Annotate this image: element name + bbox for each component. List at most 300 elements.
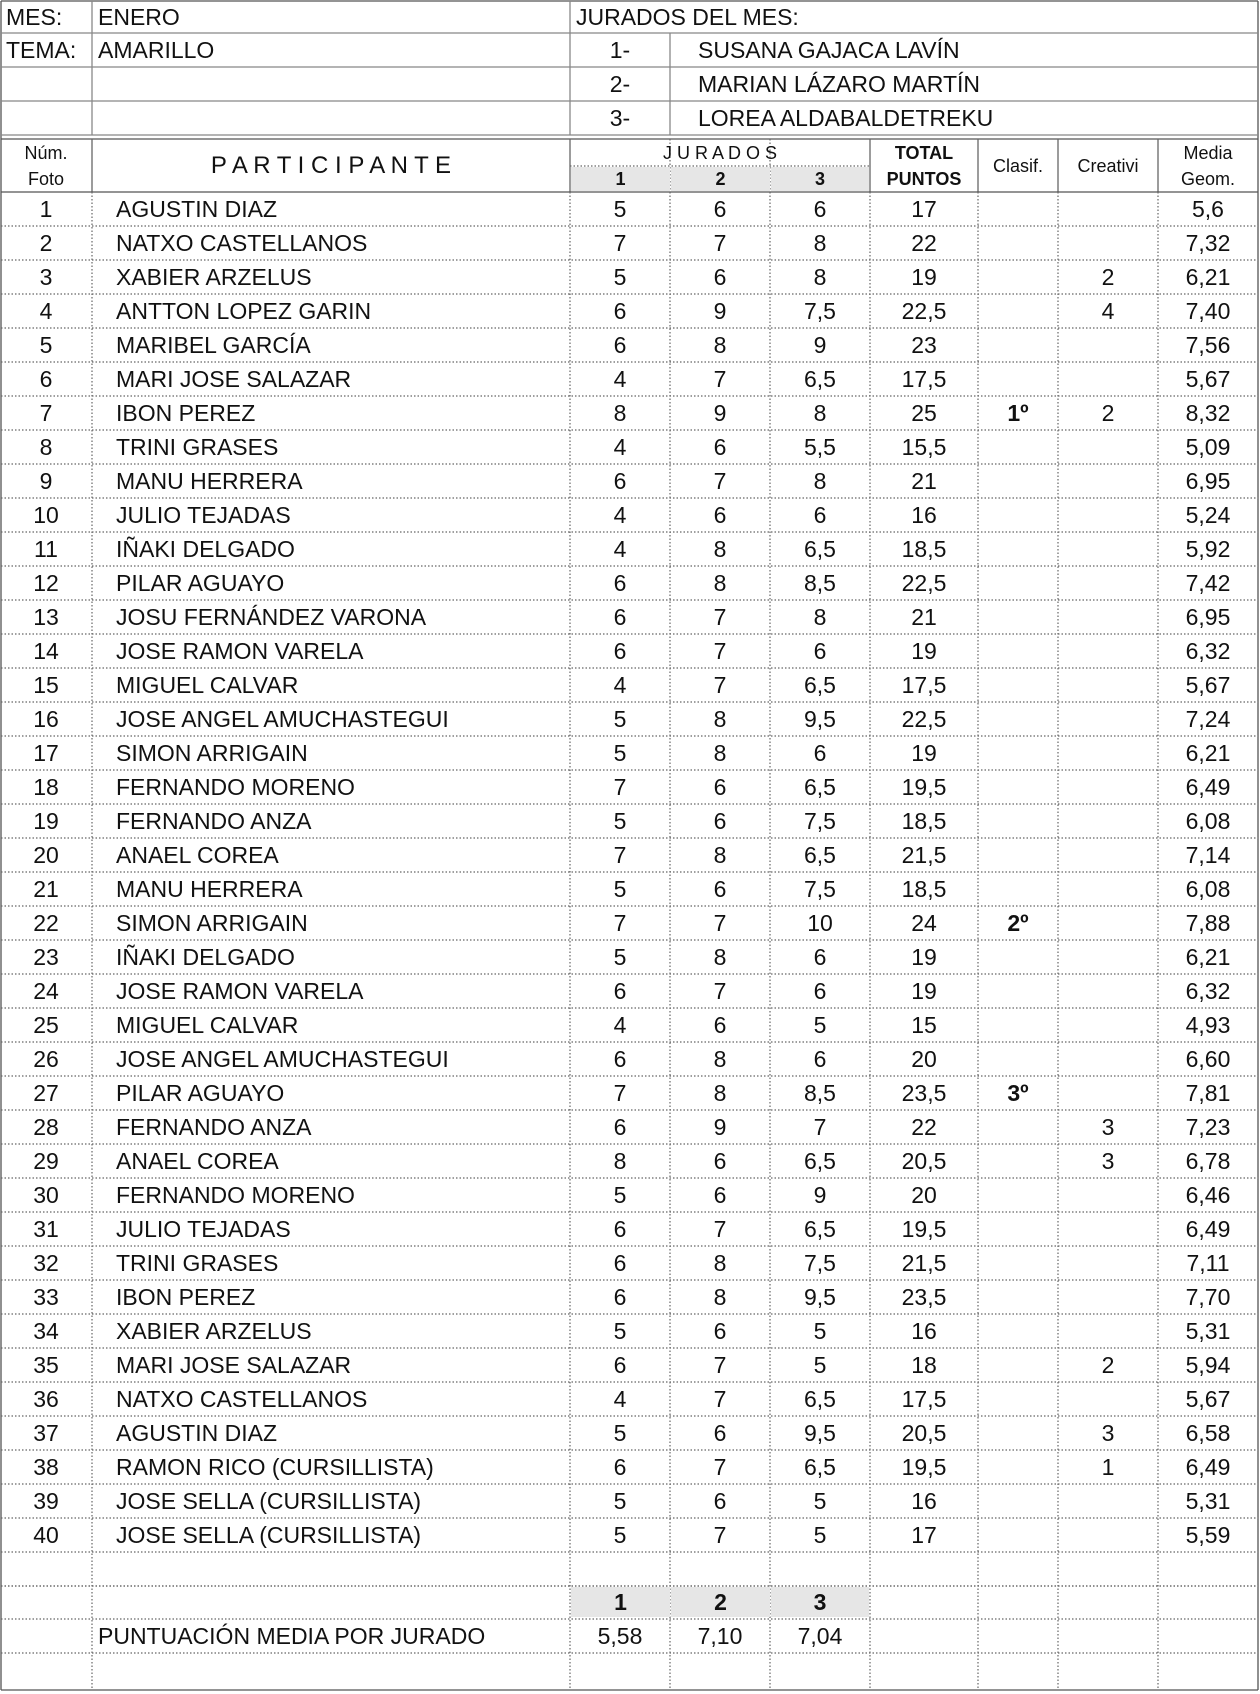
row-creativi: 3 <box>1101 1147 1115 1174</box>
row-creativi <box>1058 634 1158 668</box>
row-num: 30 <box>33 1181 59 1208</box>
row-score-j2: 8 <box>713 705 727 732</box>
row-media: 7,56 <box>1185 331 1231 358</box>
row-score-j1: 6 <box>613 1045 627 1072</box>
row-num: 36 <box>33 1385 59 1412</box>
row-num: 21 <box>33 875 59 902</box>
row-total: 19,5 <box>901 1453 947 1480</box>
row-score-j2: 8 <box>713 331 727 358</box>
row-score-j3: 8 <box>813 603 827 630</box>
row-creativi <box>1058 804 1158 838</box>
row-media: 5,6 <box>1192 195 1224 222</box>
row-score-j3: 6,5 <box>804 1453 836 1480</box>
row-media: 6,08 <box>1185 807 1231 834</box>
row-participant: AGUSTIN DIAZ <box>116 195 278 222</box>
row-score-j1: 8 <box>613 399 627 426</box>
row-media: 6,21 <box>1185 739 1231 766</box>
row-clasif <box>978 600 1058 634</box>
row-clasif <box>978 1382 1058 1416</box>
row-score-j1: 6 <box>613 297 627 324</box>
row-total: 21 <box>911 603 937 630</box>
row-total: 16 <box>911 1487 937 1514</box>
row-media: 7,32 <box>1185 229 1231 256</box>
row-creativi <box>1058 192 1158 226</box>
row-num: 33 <box>33 1283 59 1310</box>
row-media: 6,95 <box>1185 603 1231 630</box>
col-jurado-1: 1 <box>571 167 670 191</box>
row-participant: JOSE SELLA (CURSILLISTA) <box>116 1487 422 1514</box>
col-total-bottom: PUNTOS <box>886 168 962 189</box>
row-clasif <box>978 532 1058 566</box>
row-score-j3: 6,5 <box>804 365 836 392</box>
row-num: 17 <box>33 739 59 766</box>
row-total: 16 <box>911 1317 937 1344</box>
row-media: 5,94 <box>1185 1351 1231 1378</box>
jurado-name: SUSANA GAJACA LAVÍN <box>698 36 960 63</box>
row-num: 2 <box>39 229 53 256</box>
jurado-number: 2- <box>609 70 631 97</box>
row-participant: JOSE SELLA (CURSILLISTA) <box>116 1521 422 1548</box>
row-num: 26 <box>33 1045 59 1072</box>
row-score-j2: 7 <box>713 365 727 392</box>
row-score-j3: 6,5 <box>804 841 836 868</box>
row-media: 6,49 <box>1185 1215 1231 1242</box>
row-score-j2: 8 <box>713 739 727 766</box>
row-participant: FERNANDO ANZA <box>116 807 312 834</box>
row-total: 19,5 <box>901 773 947 800</box>
row-total: 18,5 <box>901 535 947 562</box>
row-participant: JOSE ANGEL AMUCHASTEGUI <box>116 705 449 732</box>
row-score-j2: 7 <box>713 1453 727 1480</box>
row-clasif <box>978 226 1058 260</box>
row-score-j2: 6 <box>713 807 727 834</box>
row-creativi <box>1058 906 1158 940</box>
row-participant: SIMON ARRIGAIN <box>116 909 308 936</box>
row-score-j2: 6 <box>713 1419 727 1446</box>
row-clasif <box>978 464 1058 498</box>
row-clasif <box>978 838 1058 872</box>
row-num: 3 <box>39 263 53 290</box>
row-clasif <box>978 430 1058 464</box>
row-score-j2: 9 <box>713 297 727 324</box>
row-media: 6,32 <box>1185 637 1231 664</box>
row-score-j1: 4 <box>613 535 627 562</box>
row-score-j3: 8 <box>813 399 827 426</box>
row-participant: XABIER ARZELUS <box>116 1317 312 1344</box>
row-score-j1: 5 <box>613 705 627 732</box>
row-score-j2: 6 <box>713 263 727 290</box>
row-total: 20,5 <box>901 1419 947 1446</box>
row-media: 7,42 <box>1185 569 1231 596</box>
row-score-j1: 6 <box>613 1249 627 1276</box>
row-score-j2: 7 <box>713 603 727 630</box>
row-total: 15,5 <box>901 433 947 460</box>
row-score-j2: 8 <box>713 841 727 868</box>
row-total: 22,5 <box>901 705 947 732</box>
row-num: 14 <box>33 637 59 664</box>
row-media: 6,32 <box>1185 977 1231 1004</box>
row-score-j1: 5 <box>613 1317 627 1344</box>
row-total: 18,5 <box>901 807 947 834</box>
row-score-j3: 6 <box>813 195 827 222</box>
row-clasif <box>978 1484 1058 1518</box>
jurado-name: MARIAN LÁZARO MARTÍN <box>698 70 980 97</box>
row-total: 21,5 <box>901 1249 947 1276</box>
row-media: 5,67 <box>1185 671 1231 698</box>
row-participant: XABIER ARZELUS <box>116 263 312 290</box>
row-participant: JOSE RAMON VARELA <box>116 977 364 1004</box>
row-score-j2: 8 <box>713 1079 727 1106</box>
row-score-j3: 5 <box>813 1351 827 1378</box>
row-score-j1: 8 <box>613 1147 627 1174</box>
row-score-j3: 6,5 <box>804 535 836 562</box>
row-score-j3: 7,5 <box>804 807 836 834</box>
row-clasif <box>978 634 1058 668</box>
row-creativi <box>1058 1042 1158 1076</box>
row-clasif <box>978 1518 1058 1552</box>
col-num-top: Núm. <box>24 142 68 163</box>
row-score-j1: 6 <box>613 977 627 1004</box>
row-total: 18 <box>911 1351 937 1378</box>
row-score-j3: 9,5 <box>804 1419 836 1446</box>
row-total: 20,5 <box>901 1147 947 1174</box>
row-creativi <box>1058 770 1158 804</box>
row-total: 19 <box>911 943 937 970</box>
row-score-j3: 8 <box>813 467 827 494</box>
row-total: 17,5 <box>901 671 947 698</box>
row-creativi: 3 <box>1101 1113 1115 1140</box>
row-clasif <box>978 736 1058 770</box>
row-media: 5,31 <box>1185 1487 1231 1514</box>
row-media: 6,21 <box>1185 943 1231 970</box>
row-score-j3: 8 <box>813 263 827 290</box>
row-clasif <box>978 260 1058 294</box>
row-num: 10 <box>33 501 59 528</box>
row-creativi <box>1058 1076 1158 1110</box>
row-num: 13 <box>33 603 59 630</box>
row-num: 15 <box>33 671 59 698</box>
col-num-bottom: Foto <box>27 168 65 189</box>
row-score-j3: 9 <box>813 331 827 358</box>
row-clasif <box>978 974 1058 1008</box>
row-score-j1: 5 <box>613 195 627 222</box>
row-score-j3: 6,5 <box>804 1147 836 1174</box>
row-clasif <box>978 1280 1058 1314</box>
row-participant: JOSE ANGEL AMUCHASTEGUI <box>116 1045 449 1072</box>
row-media: 6,46 <box>1185 1181 1231 1208</box>
row-participant: MANU HERRERA <box>116 875 303 902</box>
row-num: 20 <box>33 841 59 868</box>
row-participant: ANTTON LOPEZ GARIN <box>116 297 372 324</box>
row-score-j3: 9,5 <box>804 1283 836 1310</box>
row-participant: JOSU FERNÁNDEZ VARONA <box>116 603 427 630</box>
col-media-bottom: Geom. <box>1180 168 1236 189</box>
row-participant: NATXO CASTELLANOS <box>116 229 368 256</box>
row-creativi <box>1058 362 1158 396</box>
row-clasif: 2º <box>1007 909 1029 936</box>
row-creativi <box>1058 974 1158 1008</box>
row-score-j3: 8,5 <box>804 1079 836 1106</box>
row-creativi <box>1058 940 1158 974</box>
row-score-j1: 6 <box>613 331 627 358</box>
tema-value: AMARILLO <box>98 36 215 63</box>
row-participant: RAMON RICO (CURSILLISTA) <box>116 1453 434 1480</box>
row-score-j1: 5 <box>613 1181 627 1208</box>
row-participant: PILAR AGUAYO <box>116 569 285 596</box>
footer-jurado-1: 1 <box>571 1587 670 1617</box>
row-total: 25 <box>911 399 937 426</box>
row-num: 29 <box>33 1147 59 1174</box>
row-num: 35 <box>33 1351 59 1378</box>
row-score-j1: 6 <box>613 1215 627 1242</box>
row-total: 21,5 <box>901 841 947 868</box>
col-clasif: Clasif. <box>992 155 1043 176</box>
row-score-j3: 5 <box>813 1521 827 1548</box>
row-num: 23 <box>33 943 59 970</box>
row-creativi <box>1058 702 1158 736</box>
row-participant: TRINI GRASES <box>116 433 279 460</box>
row-total: 19 <box>911 637 937 664</box>
row-creativi: 2 <box>1101 1351 1115 1378</box>
row-score-j1: 6 <box>613 1113 627 1140</box>
row-creativi <box>1058 464 1158 498</box>
row-creativi <box>1058 498 1158 532</box>
row-participant: MANU HERRERA <box>116 467 303 494</box>
col-media-top: Media <box>1183 142 1233 163</box>
row-creativi <box>1058 566 1158 600</box>
row-clasif <box>978 1144 1058 1178</box>
row-total: 19 <box>911 263 937 290</box>
row-participant: JULIO TEJADAS <box>116 1215 291 1242</box>
row-num: 27 <box>33 1079 59 1106</box>
row-media: 4,93 <box>1185 1011 1231 1038</box>
row-media: 6,78 <box>1185 1147 1231 1174</box>
row-clasif <box>978 1348 1058 1382</box>
row-creativi: 2 <box>1101 263 1115 290</box>
row-creativi <box>1058 600 1158 634</box>
row-score-j3: 6 <box>813 977 827 1004</box>
row-participant: TRINI GRASES <box>116 1249 279 1276</box>
row-score-j2: 8 <box>713 1045 727 1072</box>
row-score-j1: 7 <box>613 229 627 256</box>
row-creativi <box>1058 1212 1158 1246</box>
col-jurado-2: 2 <box>671 167 770 191</box>
row-num: 24 <box>33 977 59 1004</box>
row-creativi: 3 <box>1101 1419 1115 1446</box>
row-score-j2: 8 <box>713 569 727 596</box>
row-clasif <box>978 1314 1058 1348</box>
row-score-j3: 6,5 <box>804 1215 836 1242</box>
row-clasif: 3º <box>1007 1079 1029 1106</box>
row-media: 6,49 <box>1185 1453 1231 1480</box>
row-clasif <box>978 192 1058 226</box>
row-media: 7,23 <box>1185 1113 1231 1140</box>
row-media: 6,49 <box>1185 773 1231 800</box>
row-score-j2: 8 <box>713 1283 727 1310</box>
row-creativi <box>1058 1484 1158 1518</box>
row-clasif <box>978 1110 1058 1144</box>
row-score-j2: 7 <box>713 1215 727 1242</box>
row-num: 7 <box>39 399 53 426</box>
row-score-j1: 4 <box>613 433 627 460</box>
row-score-j1: 7 <box>613 1079 627 1106</box>
row-total: 16 <box>911 501 937 528</box>
row-score-j3: 5,5 <box>804 433 836 460</box>
row-score-j2: 6 <box>713 1317 727 1344</box>
row-clasif <box>978 1178 1058 1212</box>
row-score-j2: 7 <box>713 977 727 1004</box>
row-total: 23,5 <box>901 1283 947 1310</box>
row-score-j1: 6 <box>613 569 627 596</box>
row-score-j1: 5 <box>613 739 627 766</box>
row-media: 7,40 <box>1185 297 1231 324</box>
row-participant: JOSE RAMON VARELA <box>116 637 364 664</box>
col-participante: P A R T I C I P A N T E <box>210 152 452 179</box>
row-num: 5 <box>39 331 53 358</box>
row-total: 19 <box>911 977 937 1004</box>
row-clasif <box>978 1450 1058 1484</box>
row-total: 22 <box>911 1113 937 1140</box>
row-creativi: 2 <box>1101 399 1115 426</box>
row-score-j3: 5 <box>813 1487 827 1514</box>
row-score-j1: 6 <box>613 1283 627 1310</box>
row-score-j2: 7 <box>713 909 727 936</box>
row-participant: FERNANDO MORENO <box>116 773 355 800</box>
row-total: 20 <box>911 1181 937 1208</box>
jurado-name: LOREA ALDABALDETREKU <box>698 104 994 131</box>
row-clasif <box>978 328 1058 362</box>
row-creativi <box>1058 668 1158 702</box>
row-score-j1: 4 <box>613 501 627 528</box>
row-score-j2: 6 <box>713 433 727 460</box>
row-media: 7,11 <box>1186 1249 1230 1276</box>
row-score-j2: 6 <box>713 195 727 222</box>
row-clasif <box>978 1416 1058 1450</box>
row-clasif <box>978 1212 1058 1246</box>
row-creativi <box>1058 736 1158 770</box>
row-score-j2: 6 <box>713 1181 727 1208</box>
row-media: 6,58 <box>1185 1419 1231 1446</box>
jurado-number: 1- <box>609 36 631 63</box>
row-score-j3: 10 <box>807 909 833 936</box>
row-participant: AGUSTIN DIAZ <box>116 1419 278 1446</box>
row-score-j2: 6 <box>713 501 727 528</box>
row-score-j1: 5 <box>613 1521 627 1548</box>
row-score-j2: 7 <box>713 229 727 256</box>
row-score-j3: 5 <box>813 1011 827 1038</box>
row-participant: MARIBEL GARCÍA <box>116 331 311 358</box>
row-num: 1 <box>39 195 53 222</box>
row-score-j2: 7 <box>713 671 727 698</box>
row-num: 16 <box>33 705 59 732</box>
row-num: 38 <box>33 1453 59 1480</box>
row-total: 17,5 <box>901 1385 947 1412</box>
row-score-j1: 5 <box>613 807 627 834</box>
row-score-j1: 4 <box>613 671 627 698</box>
jurado-number: 3- <box>609 104 631 131</box>
row-total: 23 <box>911 331 937 358</box>
row-score-j2: 6 <box>713 773 727 800</box>
row-score-j1: 5 <box>613 875 627 902</box>
row-participant: NATXO CASTELLANOS <box>116 1385 368 1412</box>
row-clasif <box>978 498 1058 532</box>
row-total: 17 <box>911 195 937 222</box>
row-clasif <box>978 770 1058 804</box>
row-num: 31 <box>33 1215 59 1242</box>
row-media: 7,88 <box>1185 909 1231 936</box>
row-total: 17,5 <box>901 365 947 392</box>
row-num: 37 <box>33 1419 59 1446</box>
row-media: 5,31 <box>1185 1317 1231 1344</box>
row-media: 6,08 <box>1185 875 1231 902</box>
row-num: 25 <box>33 1011 59 1038</box>
row-clasif <box>978 1008 1058 1042</box>
row-score-j3: 6 <box>813 739 827 766</box>
row-clasif <box>978 1246 1058 1280</box>
row-total: 24 <box>911 909 937 936</box>
row-clasif <box>978 362 1058 396</box>
row-clasif <box>978 294 1058 328</box>
footer-jurado-2: 2 <box>671 1587 770 1617</box>
row-score-j1: 5 <box>613 1487 627 1514</box>
row-total: 23,5 <box>901 1079 947 1106</box>
row-participant: JULIO TEJADAS <box>116 501 291 528</box>
col-jurados: J U R A D O S <box>662 142 778 163</box>
row-participant: ANAEL COREA <box>116 1147 279 1174</box>
row-creativi <box>1058 430 1158 464</box>
footer-jurado-3: 3 <box>771 1587 869 1617</box>
row-score-j1: 7 <box>613 909 627 936</box>
row-total: 20 <box>911 1045 937 1072</box>
row-participant: ANAEL COREA <box>116 841 279 868</box>
row-score-j1: 4 <box>613 1011 627 1038</box>
row-score-j3: 7,5 <box>804 1249 836 1276</box>
row-score-j1: 6 <box>613 1453 627 1480</box>
row-score-j1: 7 <box>613 773 627 800</box>
row-creativi <box>1058 1178 1158 1212</box>
row-num: 11 <box>34 535 58 562</box>
row-num: 12 <box>33 569 59 596</box>
row-clasif <box>978 804 1058 838</box>
jurados-title: JURADOS DEL MES: <box>576 3 799 30</box>
row-creativi <box>1058 226 1158 260</box>
row-num: 19 <box>33 807 59 834</box>
row-total: 17 <box>911 1521 937 1548</box>
row-participant: IÑAKI DELGADO <box>116 535 295 562</box>
row-score-j3: 7,5 <box>804 297 836 324</box>
row-score-j3: 8,5 <box>804 569 836 596</box>
row-score-j2: 9 <box>713 399 727 426</box>
row-score-j2: 7 <box>713 1351 727 1378</box>
row-creativi <box>1058 1314 1158 1348</box>
row-media: 5,67 <box>1185 365 1231 392</box>
row-score-j3: 7 <box>813 1113 827 1140</box>
row-creativi <box>1058 1008 1158 1042</box>
row-creativi <box>1058 1280 1158 1314</box>
row-participant: IÑAKI DELGADO <box>116 943 295 970</box>
row-total: 22 <box>911 229 937 256</box>
row-score-j3: 9 <box>813 1181 827 1208</box>
row-num: 18 <box>33 773 59 800</box>
row-media: 7,24 <box>1185 705 1231 732</box>
row-clasif <box>978 668 1058 702</box>
row-creativi: 1 <box>1101 1453 1115 1480</box>
row-score-j2: 6 <box>713 1011 727 1038</box>
row-score-j2: 8 <box>713 1249 727 1276</box>
row-creativi <box>1058 1246 1158 1280</box>
row-score-j1: 6 <box>613 467 627 494</box>
row-total: 18,5 <box>901 875 947 902</box>
